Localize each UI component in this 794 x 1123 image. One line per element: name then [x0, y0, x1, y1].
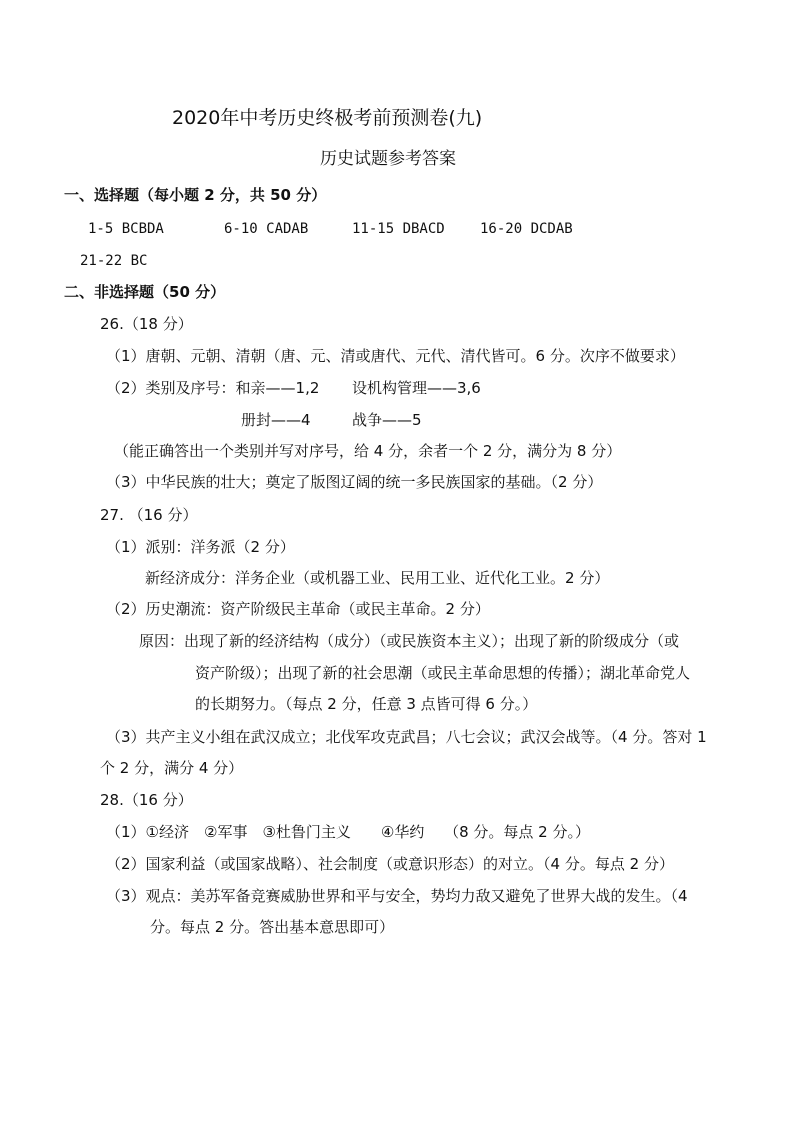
- q27-heading: 27. （16 分）: [100, 506, 198, 524]
- answer-group-3: 11-15 DBACD: [352, 221, 445, 237]
- answer-group-4: 16-20 DCDAB: [480, 221, 573, 237]
- q26-answer-2-line2-left: 册封——4: [241, 411, 311, 429]
- answer-group-1: 1-5 BCBDA: [88, 221, 164, 237]
- answer-group-2: 6-10 CADAB: [224, 221, 309, 237]
- q27-answer-2-reason-3: 的长期努力。（每点 2 分，任意 3 点皆可得 6 分。）: [195, 695, 538, 713]
- answer-group-5: 21-22 BC: [80, 253, 148, 269]
- q28-answer-3-line-1: （3）观点：美苏军备竞赛威胁世界和平与安全，势均力敌又避免了世界大战的发生。（4: [106, 887, 688, 905]
- section-1-heading: 一、选择题（每小题 2 分，共 50 分）: [64, 186, 327, 204]
- q26-answer-3: （3）中华民族的壮大；奠定了版图辽阔的统一多民族国家的基础。（2 分）: [106, 473, 603, 491]
- q28-answer-1: （1）①经济 ②军事 ③杜鲁门主义 ④华约 （8 分。每点 2 分。）: [106, 823, 590, 841]
- q27-answer-2: （2）历史潮流：资产阶级民主革命（或民主革命。2 分）: [106, 600, 490, 618]
- page-subtitle: 历史试题参考答案: [320, 149, 456, 169]
- q26-answer-2-left: （2）类别及序号：和亲——1,2: [106, 379, 320, 397]
- page-title: 2020年中考历史终极考前预测卷(九): [172, 107, 483, 129]
- q26-answer-2-right: 设机构管理——3,6: [352, 379, 481, 397]
- q27-answer-2-reason-2: 资产阶级）；出现了新的社会思潮（或民主革命思想的传播）；湖北革命党人: [195, 664, 691, 682]
- q26-heading: 26.（18 分）: [100, 315, 193, 333]
- q28-answer-3-line-2: 分。每点 2 分。答出基本意思即可）: [150, 918, 395, 936]
- q27-answer-2-reason-1: 原因：出现了新的经济结构（成分）（或民族资本主义）；出现了新的阶级成分（或: [139, 632, 680, 650]
- q28-heading: 28.（16 分）: [100, 791, 193, 809]
- section-2-heading: 二、非选择题（50 分）: [64, 283, 226, 301]
- q26-answer-2-line2-right: 战争——5: [352, 411, 422, 429]
- q27-answer-1: （1）派别：洋务派（2 分）: [106, 538, 295, 556]
- q26-answer-1: （1）唐朝、元朝、清朝（唐、元、清或唐代、元代、清代皆可。6 分。次序不做要求）: [106, 347, 685, 365]
- q27-answer-1-sub: 新经济成分：洋务企业（或机器工业、民用工业、近代化工业。2 分）: [145, 569, 610, 587]
- q28-answer-2: （2）国家利益（或国家战略）、社会制度（或意识形态）的对立。（4 分。每点 2 分）: [106, 855, 674, 873]
- q26-answer-2-note: （能正确答出一个类别并写对序号，给 4 分，余者一个 2 分，满分为 8 分）: [114, 442, 622, 460]
- q27-answer-3-line-1: （3）共产主义小组在武汉成立；北伐军攻克武昌；八七会议；武汉会战等。（4 分。答对 1: [106, 728, 707, 746]
- q27-answer-3-line-2: 个 2 分，满分 4 分）: [100, 759, 244, 777]
